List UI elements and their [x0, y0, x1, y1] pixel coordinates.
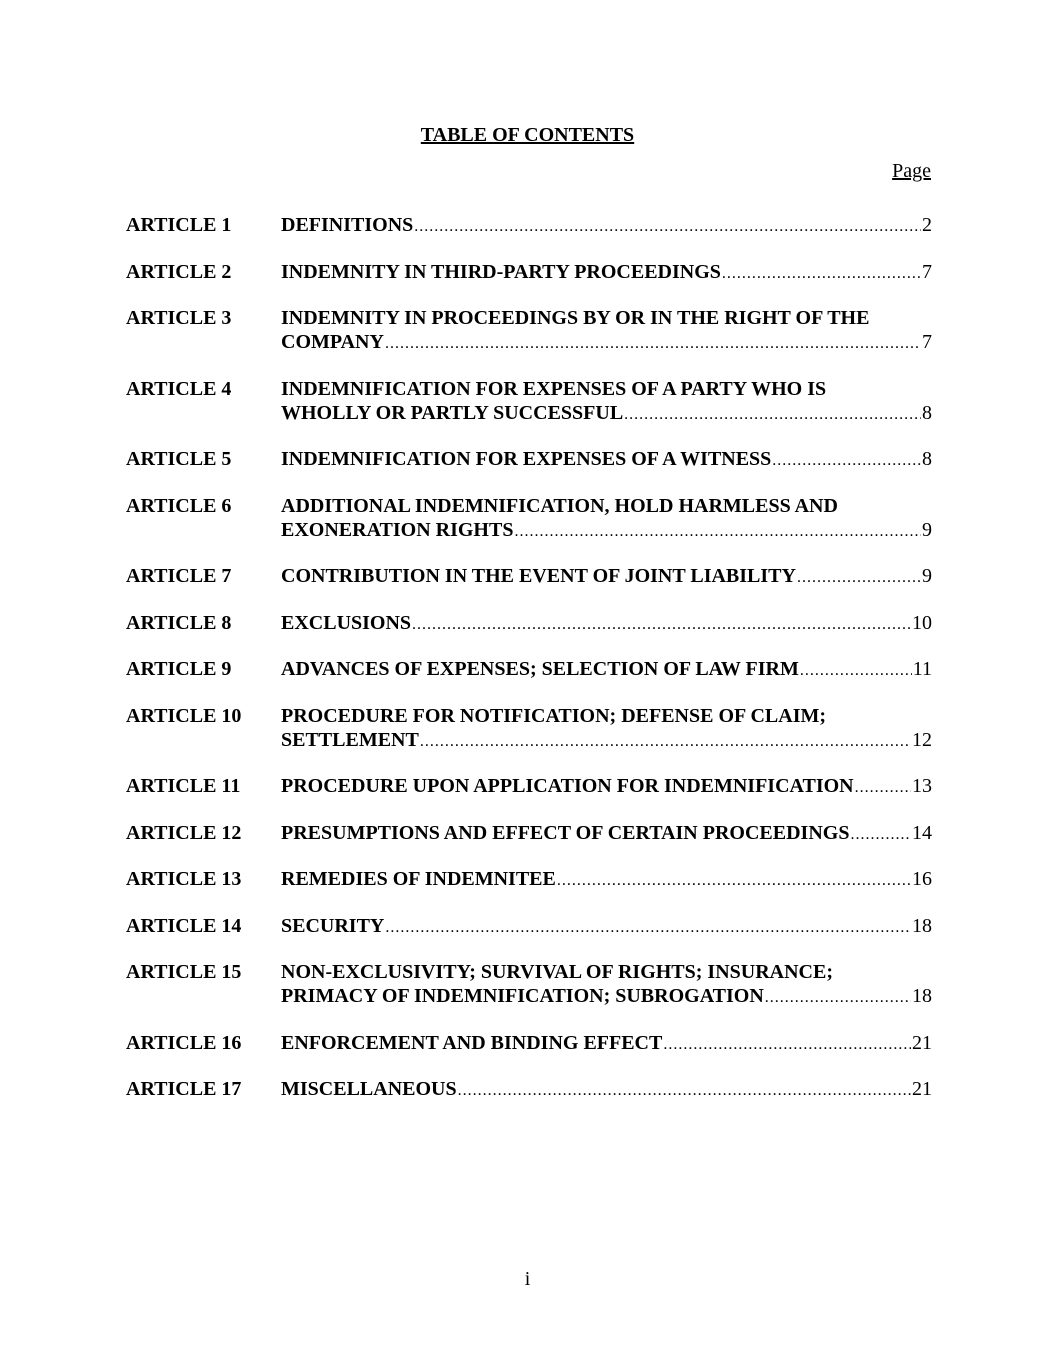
- toc-entry-article-6[interactable]: [126, 494, 932, 544]
- toc-entry-body: [281, 867, 932, 893]
- toc-article-title: PROCEDURE UPON APPLICATION FOR INDEMNIFICATION: [281, 775, 854, 797]
- toc-page-number: 16: [912, 868, 932, 890]
- toc-article-title: WHOLLY OR PARTLY SUCCESSFUL: [281, 401, 624, 424]
- toc-article-title: SECURITY: [281, 914, 385, 937]
- toc-entry-article-16[interactable]: [126, 1031, 932, 1057]
- toc-entry-line: [281, 611, 932, 637]
- toc-entry-body: [281, 611, 932, 637]
- toc-page-number: 11: [912, 658, 932, 680]
- toc-article-title: EXONERATION RIGHTS: [281, 518, 514, 541]
- toc-dot-leader: [414, 215, 921, 239]
- toc-entry-line: [281, 330, 932, 356]
- toc-article-title: REMEDIES OF INDEMNITEE: [281, 868, 556, 890]
- toc-article-title-first-line: ADDITIONAL INDEMNIFICATION, HOLD HARMLESS AND: [281, 494, 838, 517]
- toc-page-number: 8: [922, 448, 932, 470]
- toc-page-number: 7: [922, 331, 932, 353]
- toc-entry-line: [281, 260, 932, 286]
- toc-entry-article-1[interactable]: [126, 213, 932, 239]
- toc-entry-line: [281, 401, 932, 427]
- page-column-label: Page: [892, 160, 931, 182]
- toc-dot-leader: [557, 869, 911, 893]
- toc-entry-article-11[interactable]: [126, 774, 932, 800]
- toc-article-title-first-line: NON-EXCLUSIVITY; SURVIVAL OF RIGHTS; INSURANCE;: [281, 961, 833, 983]
- toc-page-number: 12: [912, 728, 932, 751]
- toc-dot-leader: [855, 776, 911, 800]
- toc-dot-leader: [624, 403, 921, 427]
- toc-article-title: PRESUMPTIONS AND EFFECT OF CERTAIN PROCEEDINGS: [281, 821, 850, 844]
- toc-dot-leader: [800, 659, 912, 683]
- toc-entry-body: [281, 1077, 932, 1103]
- toc-dot-leader: [420, 730, 911, 754]
- toc-page-number: 9: [922, 565, 932, 587]
- toc-entry-body: [281, 960, 932, 1010]
- toc-dot-leader: [772, 449, 921, 473]
- toc-page-number: 21: [912, 1031, 932, 1054]
- toc-article-title-first-line: INDEMNIFICATION FOR EXPENSES OF A PARTY WHO IS: [281, 377, 827, 400]
- toc-entry-body: [281, 377, 932, 427]
- toc-entry-body: [281, 914, 932, 940]
- toc-article-title-first-line: INDEMNITY IN PROCEEDINGS BY OR IN THE RIGHT OF THE: [281, 307, 870, 329]
- toc-entry-line: [281, 447, 932, 473]
- toc-article-number: ARTICLE 11: [126, 775, 241, 797]
- toc-entry-body: [281, 1031, 932, 1057]
- toc-page-number: 8: [922, 401, 932, 424]
- toc-dot-leader: [797, 566, 921, 590]
- toc-article-title: PRIMACY OF INDEMNIFICATION; SUBROGATION: [281, 985, 764, 1007]
- toc-article-number: ARTICLE 9: [126, 658, 232, 680]
- toc-entry-article-2[interactable]: [126, 260, 932, 286]
- toc-entry-body: [281, 657, 932, 683]
- toc-page-number: 18: [912, 914, 932, 937]
- toc-page-number: 2: [922, 214, 932, 236]
- toc-article-title: CONTRIBUTION IN THE EVENT OF JOINT LIABILITY: [281, 565, 796, 587]
- toc-entry-line: [281, 984, 932, 1010]
- toc-article-title: ADVANCES OF EXPENSES; SELECTION OF LAW FIRM: [281, 658, 799, 680]
- toc-article-number: ARTICLE 4: [126, 377, 232, 400]
- toc-article-number: ARTICLE 10: [126, 704, 242, 727]
- toc-article-number: ARTICLE 16: [126, 1031, 242, 1054]
- toc-article-title: DEFINITIONS: [281, 214, 414, 236]
- toc-page-number: 9: [922, 518, 932, 541]
- toc-entry-line: [281, 518, 932, 544]
- toc-entry-article-9[interactable]: [126, 657, 932, 683]
- toc-article-number: ARTICLE 8: [126, 611, 232, 634]
- toc-dot-leader: [722, 262, 921, 286]
- toc-article-number: ARTICLE 14: [126, 914, 242, 937]
- toc-article-title: MISCELLANEOUS: [281, 1078, 457, 1100]
- toc-article-number: ARTICLE 1: [126, 214, 232, 236]
- toc-article-number: ARTICLE 13: [126, 868, 242, 890]
- toc-article-number: ARTICLE 2: [126, 260, 232, 283]
- toc-entry-article-5[interactable]: [126, 447, 932, 473]
- toc-page-number: 13: [912, 775, 932, 797]
- toc-page-number: 10: [912, 611, 932, 634]
- toc-entry-body: [281, 774, 932, 800]
- toc-entry-line: [281, 213, 932, 239]
- toc-entry-article-17[interactable]: [126, 1077, 932, 1103]
- toc-entry-line: [281, 867, 932, 893]
- toc-entry-body: [281, 821, 932, 847]
- toc-article-title-first-line: PROCEDURE FOR NOTIFICATION; DEFENSE OF CLAIM;: [281, 704, 827, 727]
- toc-entry-line: [281, 774, 932, 800]
- toc-entry-article-12[interactable]: [126, 821, 932, 847]
- toc-title: TABLE OF CONTENTS: [420, 124, 635, 146]
- toc-article-number: ARTICLE 17: [126, 1078, 242, 1100]
- toc-entry-article-3[interactable]: [126, 306, 932, 356]
- toc-entry-body: [281, 494, 932, 544]
- toc-article-title: ENFORCEMENT AND BINDING EFFECT: [281, 1031, 663, 1054]
- toc-entry-body: [281, 213, 932, 239]
- toc-article-title: COMPANY: [281, 331, 384, 353]
- toc-article-title: INDEMNIFICATION FOR EXPENSES OF A WITNESS: [281, 448, 772, 470]
- toc-entry-body: [281, 306, 932, 356]
- toc-dot-leader: [765, 986, 911, 1010]
- toc-dot-leader: [850, 823, 911, 847]
- toc-article-title: SETTLEMENT: [281, 728, 419, 751]
- toc-article-title: INDEMNITY IN THIRD-PARTY PROCEEDINGS: [281, 260, 721, 283]
- toc-article-number: ARTICLE 6: [126, 494, 232, 517]
- toc-entry-line: [281, 728, 932, 754]
- toc-entry-body: [281, 564, 932, 590]
- toc-entry-line: [281, 564, 932, 590]
- toc-entry-body: [281, 260, 932, 286]
- toc-page-number: 18: [912, 985, 932, 1007]
- toc-entry-line: [281, 914, 932, 940]
- toc-entry-line: [281, 1077, 932, 1103]
- toc-dot-leader: [385, 916, 911, 940]
- toc-entry-article-14[interactable]: [126, 914, 932, 940]
- toc-list: [126, 213, 932, 1124]
- toc-entry-body: [281, 447, 932, 473]
- toc-article-number: ARTICLE 3: [126, 307, 232, 329]
- toc-entry-article-7[interactable]: [126, 564, 932, 590]
- toc-entry-article-10[interactable]: [126, 704, 932, 754]
- toc-article-title: EXCLUSIONS: [281, 611, 412, 634]
- toc-article-number: ARTICLE 5: [126, 448, 232, 470]
- toc-dot-leader: [514, 520, 921, 544]
- toc-article-number: ARTICLE 12: [126, 821, 242, 844]
- toc-dot-leader: [385, 332, 921, 356]
- toc-entry-body: [281, 704, 932, 754]
- toc-article-number: ARTICLE 15: [126, 961, 242, 983]
- toc-article-number: ARTICLE 7: [126, 565, 232, 587]
- toc-page-number: 21: [912, 1078, 932, 1100]
- toc-dot-leader: [458, 1079, 911, 1103]
- toc-entry-article-13[interactable]: [126, 867, 932, 893]
- toc-page-number: 14: [912, 821, 932, 844]
- toc-entry-line: [281, 1031, 932, 1057]
- toc-page-number: 7: [922, 260, 932, 283]
- toc-dot-leader: [412, 613, 911, 637]
- toc-entry-article-15[interactable]: [126, 960, 932, 1010]
- toc-entry-article-4[interactable]: [126, 377, 932, 427]
- toc-entry-article-8[interactable]: [126, 611, 932, 637]
- toc-entry-line: [281, 657, 932, 683]
- toc-dot-leader: [663, 1033, 911, 1057]
- footer-page-number: i: [524, 1268, 531, 1290]
- toc-entry-line: [281, 821, 932, 847]
